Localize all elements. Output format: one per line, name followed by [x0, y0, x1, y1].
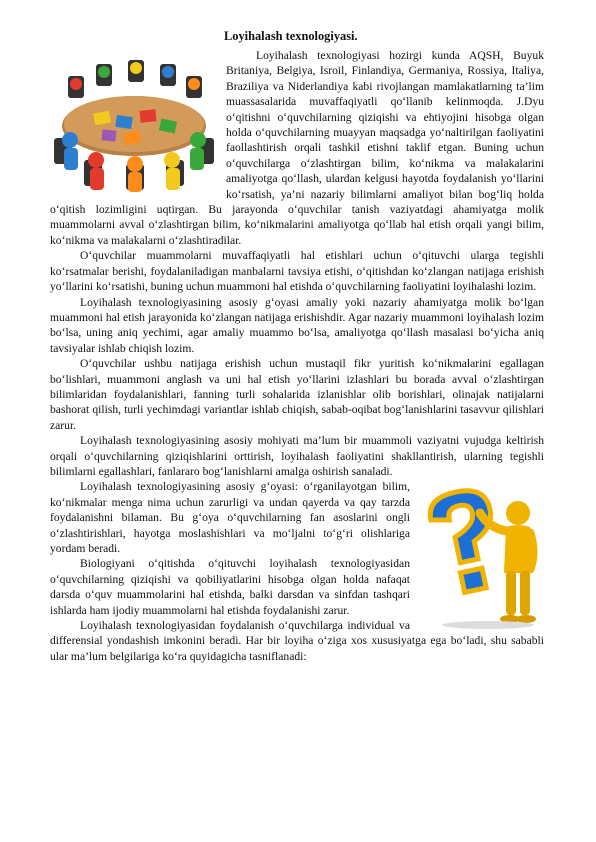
paragraph-3: Loyihalash texnologiyasining asosiy g‘oyasi amaliy yoki nazariy ahamiyatga molik bo‘lgan muammoni hal etish jarayonida ko‘zlangan natijaga erishishdir. Agar nazariy muammoni loyihalash lozim bo‘lsa, uning aniq yechimi, agar amaliy muammo bo‘lsa, amaliyotga qo‘llash masalasi bo‘yicha aniq tavsiyalar ishlab chiqish lozim.: [50, 295, 544, 355]
paragraph-8: Loyihalash texnologiyasidan foydalanish o‘quvchilarga individual va differensial yondashish imkonini beradi. Har bir loyiha o‘ziga xos xususiyatga ega bo‘ladi, shu sababli ular ma’lum belgilariga ko‘ra quyidagicha tasniflanadi:: [50, 619, 544, 663]
figure-with-question-mark-icon: [418, 483, 544, 631]
paragraph-6: Loyihalash texnologiyasining asosiy g‘oyasi: o‘rganilayotgan bilim, ko‘nikmalar menga nima uchun zarurligi va undan qayerda va qay tarzda foydalanishni bilaman. Bu g‘oya o‘quvchilarning fan asoslarini ongli o‘zlashtirishlari, hayotga moslashishlari va mo‘ljalni to‘g‘ri olishlariga yordam beradi.: [50, 480, 410, 555]
paragraph-7: Biologiyani o‘qitishda o‘qituvchi loyihalash texnologiyasidan o‘quvchilarning qiziqishi va qobiliyatlarini hisobga olgan holda nafaqat darsda o‘quv muammolarini hal etishda, balki darsdan va sinfdan tashqari ishlarda ham ijodiy muammolarni hal etishda foydalanishi zarur.: [50, 557, 410, 617]
question-figure-illustration: [418, 483, 544, 631]
page-title: Loyihalash texnologiyasi.: [224, 29, 358, 43]
paragraph-2: O‘quvchilar muammolarni muvaffaqiyatli hal etishlari uchun o‘qituvchi ularga tegishli ko‘rsatmalar berishi, foydalaniladigan manbalarni tavsiya etishi, o‘qitishdan ko‘zlangan natijaga erishish yo‘llarini ko‘rsatishi, buning uchun muammoni hal etishda o‘quvchilarning faoliyatini loyihalashi lozim.: [50, 249, 544, 294]
meeting-table-illustration: [50, 54, 218, 196]
meeting-table-puzzle-icon: [50, 54, 218, 196]
paragraph-1: Loyihalash texnologiyasi hozirgi kunda AQSH, Buyuk Britaniya, Belgiya, Isroil, Finlandiya, Germaniya, Rossiya, Italiya, Braziliya va Niderlandiya kabi rivojlangan mamlakatlarning ta’lim muassasalarida muvaffaqiyatli qo‘llanib kelinmoqda. J.Dyu o‘qitishni o‘quvchilarning qiziqishi va ehtiyojini hisobga olgan holda o‘quvchilarning muayyan maqsadga yo‘naltirilgan faoliyatini faollashtirish orqali tashkil etishni taklif etgan. Buning uchun o‘quvchilarga o‘zlashtirgan bilim, ko‘nikma va malakalarini amaliyotga qo‘llash, ulardan kelgusi hayotda foydalanish yo‘llarini ko‘rsatish, ya’ni nazariy bilimlarni amaliyot bilan bog‘liq holda o‘qitish lozimligini uqtirgan. Bu jarayonda o‘quvchilar tanish vaziyatdagi ahamiyatga molik muammolarni avval o‘zlashtirgan bilim, ko‘nikmalarini amaliyotga qo‘llab hal etish orqali yangi bilim, ko‘nikma va malakalarni o‘zlashtiradilar.: [50, 49, 544, 247]
paragraph-5: Loyihalash texnologiyasining asosiy mohiyati ma’lum bir muammoli vaziyatni vujudga keltirish orqali o‘quvchilarning qiziqishlarini orttirish, loyihalash faoliyatini shakllantirish, ularning tegishli bilimlarni egallashlari, fanlararo bog‘lanishlarni amalga oshirish sanaladi.: [50, 434, 544, 478]
paragraph-4: O‘quvchilar ushbu natijaga erishish uchun mustaqil fikr yuritish ko‘nikmalarini egallagan bo‘lishlari, muammoni anglash va uni hal etish yo‘llarini izlashlari bu borada avval o‘zlashtirgan bilimlaridan foydalanishlari, fanning turli sohalarida izlanishlar olib borishlari, olinajak natijalarni bashorat qilish, turli yechimdagi variantlar ishlab chiqish, sabab-oqibat bog‘lanishlarini tasavvur qilishlari zarur.: [50, 357, 544, 432]
